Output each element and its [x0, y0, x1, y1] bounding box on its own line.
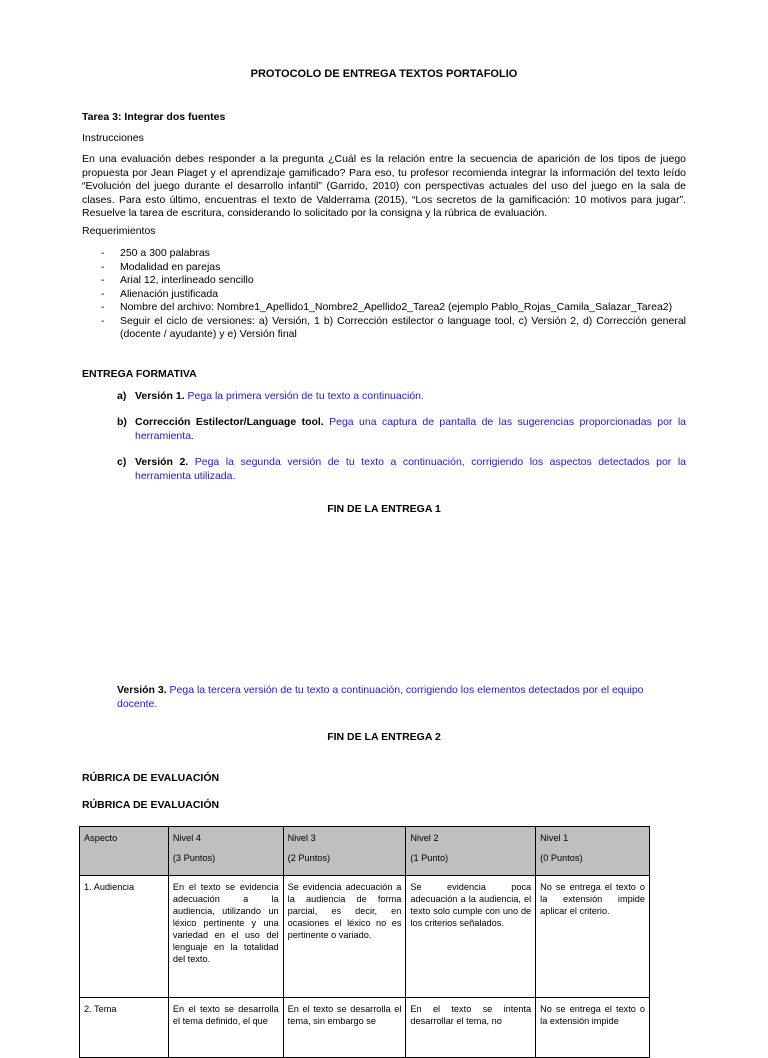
rubric-header-cell: Nivel 2 (1 Punto): [406, 827, 536, 876]
requirement-item: - Alienación justificada: [99, 288, 686, 302]
item-marker: b): [117, 416, 127, 428]
item-marker: a): [117, 390, 127, 402]
item-label: Versión 3.: [117, 684, 167, 696]
rubric-header-cell: Nivel 3 (2 Puntos): [283, 827, 406, 876]
formative-item-a: [117, 390, 686, 404]
item-instruction: Pega la primera versión de tu texto a continuación.: [187, 390, 424, 402]
item-instruction: Pega una captura de pantalla de las sugerencias proporcionadas por la herramienta.: [135, 416, 686, 442]
item-marker: c): [117, 456, 127, 468]
rubric-header-row: [80, 827, 650, 876]
rubric-header-cell: Nivel 1 (0 Puntos): [536, 827, 650, 876]
rubric-cell: No se entrega el texto o la extensión impide: [536, 998, 650, 1058]
end-delivery-2: FIN DE LA ENTREGA 2: [327, 731, 441, 743]
item-instruction: Pega la tercera versión de tu texto a continuación, corrigiendo los elementos detectados por el equipo docente.: [117, 684, 644, 710]
rubric-aspect-cell: 1. Audiencia: [80, 876, 169, 998]
requirement-item: - Seguir el ciclo de versiones: a) Versión, 1 b) Corrección estilector o language tool, c) Versión 2, d) Corrección general (docente / ayudante) y e) Versión final: [99, 315, 686, 342]
requirements-list: [99, 247, 686, 342]
rubric-table: [79, 826, 650, 1058]
rubric-cell: En el texto se desarrolla el tema definido, el que: [168, 998, 283, 1058]
end-delivery-1: FIN DE LA ENTREGA 1: [327, 503, 441, 515]
requirement-item: - Modalidad en parejas: [99, 261, 686, 275]
rubric-heading: RÚBRICA DE EVALUACIÓN: [82, 799, 220, 811]
rubric-aspect-cell: 2. Tema: [80, 998, 169, 1058]
requirements-heading: Requerimientos: [82, 225, 156, 237]
rubric-cell: Se evidencia adecuación a la audiencia de forma parcial, es decir, en ocasiones el léxico no es pertinente o variado.: [283, 876, 406, 998]
rubric-cell: En el texto se intenta desarrollar el tema, no: [406, 998, 536, 1058]
document-title: PROTOCOLO DE ENTREGA TEXTOS PORTAFOLIO: [250, 68, 518, 80]
rubric-cell: No se entrega el texto o la extensión impide aplicar el criterio.: [536, 876, 650, 998]
formative-heading: ENTREGA FORMATIVA: [82, 368, 197, 380]
item-instruction: Pega la segunda versión de tu texto a continuación, corrigiendo los aspectos detectados por la herramienta utilizada.: [135, 456, 686, 482]
item-label: Versión 1.: [135, 390, 185, 402]
requirement-item: - 250 a 300 palabras: [99, 247, 686, 261]
formative-item-b: [117, 416, 686, 443]
formative-item-c: [117, 456, 686, 483]
item-label: Versión 2.: [135, 456, 189, 468]
task-title: Tarea 3: Integrar dos fuentes: [82, 111, 226, 123]
requirement-item: - Arial 12, interlineado sencillo: [99, 274, 686, 288]
table-row: [80, 876, 650, 998]
rubric-cell: En el texto se desarrolla el tema, sin embargo se: [283, 998, 406, 1058]
rubric-cell: Se evidencia poca adecuación a la audiencia, el texto solo cumple con uno de los criterios señalados.: [406, 876, 536, 998]
rubric-header-cell: Aspecto: [80, 827, 169, 876]
requirement-item: - Nombre del archivo: Nombre1_Apellido1_Nombre2_Apellido2_Tarea2 (ejemplo Pablo_Rojas_Camila_Salazar_Tarea2): [99, 301, 686, 315]
version-3-item: [117, 684, 686, 711]
instructions-heading: Instrucciones: [82, 132, 144, 144]
rubric-header-cell: Nivel 4 (3 Puntos): [168, 827, 283, 876]
table-row: [80, 998, 650, 1058]
instructions-body: En una evaluación debes responder a la pregunta ¿Cuál es la relación entre la secuencia de aparición de los tipos de juego propuesta por Jean Piaget y el aprendizaje gamificado? Para eso, tu profesor recomienda integrar la información del texto leído “Evolución del juego durante el desarrollo infantil” (Garrido, 2010) con perspectivas actuales del uso del juego en la sala de clases. Para esto último, encuentras el texto de Valderrama (2015), “Los secretos de la gamificación: 10 motivos para jugar”. Resuelve la tarea de escritura, considerando lo solicitado por la consigna y la rúbrica de evaluación.: [82, 153, 686, 219]
item-label: Corrección Estilector/Language tool.: [135, 416, 324, 428]
rubric-cell: En el texto se evidencia adecuación a la audiencia, utilizando un léxico pertinente y una variedad en el uso del lenguaje en la totalidad del texto.: [168, 876, 283, 998]
rubric-heading: RÚBRICA DE EVALUACIÓN: [82, 772, 220, 784]
